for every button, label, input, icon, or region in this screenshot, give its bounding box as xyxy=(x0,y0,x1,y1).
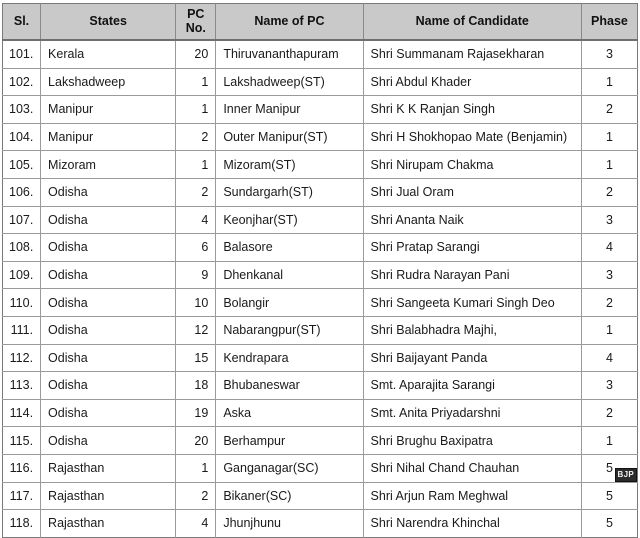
cell-pcno: 15 xyxy=(176,344,216,372)
table-row xyxy=(3,206,638,234)
cell-cand: Shri Sangeeta Kumari Singh Deo xyxy=(363,289,581,317)
cell-sl: 109. xyxy=(3,261,41,289)
cell-pcno: 6 xyxy=(176,234,216,262)
cell-phase: 1 xyxy=(581,123,637,151)
cell-pcname: Keonjhar(ST) xyxy=(216,206,363,234)
cell-cand: Shri Ananta Naik xyxy=(363,206,581,234)
table-row xyxy=(3,234,638,262)
cell-sl: 104. xyxy=(3,123,41,151)
cell-pcno: 10 xyxy=(176,289,216,317)
cell-pcname: Bhubaneswar xyxy=(216,372,363,400)
cell-cand: Shri Balabhadra Majhi, xyxy=(363,316,581,344)
cell-pcname: Lakshadweep(ST) xyxy=(216,68,363,96)
cell-pcno: 1 xyxy=(176,68,216,96)
cell-pcname: Nabarangpur(ST) xyxy=(216,316,363,344)
cell-pcname: Berhampur xyxy=(216,427,363,455)
cell-cand: Shri Pratap Sarangi xyxy=(363,234,581,262)
cell-sl: 106. xyxy=(3,178,41,206)
cell-pcno: 2 xyxy=(176,123,216,151)
cell-state: Rajasthan xyxy=(41,482,176,510)
cell-state: Lakshadweep xyxy=(41,68,176,96)
cell-state: Manipur xyxy=(41,123,176,151)
cell-sl: 111. xyxy=(3,316,41,344)
cell-sl: 116. xyxy=(3,454,41,482)
cell-pcname: Bolangir xyxy=(216,289,363,317)
cell-pcno: 9 xyxy=(176,261,216,289)
cell-cand: Smt. Aparajita Sarangi xyxy=(363,372,581,400)
cell-phase: 1 xyxy=(581,151,637,179)
column-header-pc-no-line2: No. xyxy=(185,20,206,35)
cell-phase: 1 xyxy=(581,316,637,344)
cell-state: Odisha xyxy=(41,427,176,455)
cell-pcname: Ganganagar(SC) xyxy=(216,454,363,482)
table-row xyxy=(3,289,638,317)
cell-state: Manipur xyxy=(41,96,176,124)
cell-cand: Shri H Shokhopao Mate (Benjamin) xyxy=(363,123,581,151)
cell-cand: Shri Nirupam Chakma xyxy=(363,151,581,179)
cell-state: Odisha xyxy=(41,234,176,262)
candidate-table xyxy=(2,3,638,538)
table-row xyxy=(3,178,638,206)
cell-state: Rajasthan xyxy=(41,454,176,482)
cell-state: Odisha xyxy=(41,178,176,206)
cell-cand: Shri Nihal Chand Chauhan xyxy=(363,454,581,482)
cell-phase: 3 xyxy=(581,372,637,400)
cell-phase: 3 xyxy=(581,40,637,68)
cell-state: Kerala xyxy=(41,40,176,68)
cell-state: Rajasthan xyxy=(41,510,176,538)
cell-pcname: Kendrapara xyxy=(216,344,363,372)
table-row xyxy=(3,68,638,96)
cell-cand: Shri Abdul Khader xyxy=(363,68,581,96)
cell-pcno: 4 xyxy=(176,510,216,538)
column-header-name-of-candidate: Name of Candidate xyxy=(363,4,581,41)
table-row xyxy=(3,482,638,510)
cell-pcno: 2 xyxy=(176,482,216,510)
cell-state: Odisha xyxy=(41,316,176,344)
cell-sl: 114. xyxy=(3,399,41,427)
cell-phase: 5 xyxy=(581,482,637,510)
cell-phase: 4 xyxy=(581,234,637,262)
cell-phase: 2 xyxy=(581,96,637,124)
cell-pcname: Mizoram(ST) xyxy=(216,151,363,179)
cell-cand: Shri Brughu Baxipatra xyxy=(363,427,581,455)
cell-sl: 101. xyxy=(3,40,41,68)
column-header-name-of-pc: Name of PC xyxy=(216,4,363,41)
cell-sl: 107. xyxy=(3,206,41,234)
cell-pcno: 2 xyxy=(176,178,216,206)
column-header-states: States xyxy=(41,4,176,41)
cell-pcno: 4 xyxy=(176,206,216,234)
bjp-watermark-badge: BJP xyxy=(615,468,637,482)
column-header-pc-no xyxy=(176,4,216,41)
cell-pcno: 12 xyxy=(176,316,216,344)
cell-pcname: Jhunjhunu xyxy=(216,510,363,538)
cell-cand: Shri Rudra Narayan Pani xyxy=(363,261,581,289)
cell-sl: 105. xyxy=(3,151,41,179)
cell-sl: 102. xyxy=(3,68,41,96)
column-header-sl: Sl. xyxy=(3,4,41,41)
cell-pcno: 1 xyxy=(176,96,216,124)
cell-sl: 108. xyxy=(3,234,41,262)
cell-cand: Shri K K Ranjan Singh xyxy=(363,96,581,124)
cell-state: Odisha xyxy=(41,372,176,400)
table-row xyxy=(3,151,638,179)
table-row xyxy=(3,344,638,372)
cell-phase: 1 xyxy=(581,68,637,96)
column-header-pc-no-line1: PC xyxy=(187,7,205,22)
cell-pcname: Thiruvananthapuram xyxy=(216,40,363,68)
cell-sl: 110. xyxy=(3,289,41,317)
cell-pcname: Aska xyxy=(216,399,363,427)
cell-state: Odisha xyxy=(41,289,176,317)
cell-state: Odisha xyxy=(41,206,176,234)
cell-pcno: 1 xyxy=(176,454,216,482)
cell-pcname: Sundargarh(ST) xyxy=(216,178,363,206)
cell-pcno: 20 xyxy=(176,427,216,455)
cell-pcno: 1 xyxy=(176,151,216,179)
table-row xyxy=(3,316,638,344)
cell-phase: 4 xyxy=(581,344,637,372)
table-row xyxy=(3,96,638,124)
cell-sl: 112. xyxy=(3,344,41,372)
cell-phase: 3 xyxy=(581,206,637,234)
cell-state: Odisha xyxy=(41,399,176,427)
cell-sl: 103. xyxy=(3,96,41,124)
cell-state: Odisha xyxy=(41,261,176,289)
cell-pcname: Dhenkanal xyxy=(216,261,363,289)
cell-phase: 2 xyxy=(581,399,637,427)
cell-pcno: 18 xyxy=(176,372,216,400)
cell-cand: Shri Summanam Rajasekharan xyxy=(363,40,581,68)
cell-phase: 3 xyxy=(581,261,637,289)
cell-phase: 2 xyxy=(581,289,637,317)
table-row xyxy=(3,399,638,427)
cell-pcname: Balasore xyxy=(216,234,363,262)
cell-phase: 1 xyxy=(581,427,637,455)
cell-pcname: Outer Manipur(ST) xyxy=(216,123,363,151)
cell-pcno: 20 xyxy=(176,40,216,68)
cell-state: Odisha xyxy=(41,344,176,372)
cell-pcname: Inner Manipur xyxy=(216,96,363,124)
cell-cand: Shri Baijayant Panda xyxy=(363,344,581,372)
cell-sl: 113. xyxy=(3,372,41,400)
table-row xyxy=(3,40,638,68)
table-header xyxy=(3,4,638,41)
cell-state: Mizoram xyxy=(41,151,176,179)
cell-phase: 5 xyxy=(581,454,637,482)
table-row xyxy=(3,427,638,455)
cell-sl: 117. xyxy=(3,482,41,510)
cell-phase: 5 xyxy=(581,510,637,538)
table-row xyxy=(3,372,638,400)
table-row xyxy=(3,261,638,289)
header-row xyxy=(3,4,638,41)
cell-sl: 115. xyxy=(3,427,41,455)
table-row xyxy=(3,454,638,482)
column-header-phase: Phase xyxy=(581,4,637,41)
table-row xyxy=(3,510,638,538)
cell-pcno: 19 xyxy=(176,399,216,427)
cell-phase: 2 xyxy=(581,178,637,206)
cell-cand: Smt. Anita Priyadarshni xyxy=(363,399,581,427)
cell-sl: 118. xyxy=(3,510,41,538)
table-row xyxy=(3,123,638,151)
table-body xyxy=(3,40,638,537)
cell-cand: Shri Jual Oram xyxy=(363,178,581,206)
cell-cand: Shri Arjun Ram Meghwal xyxy=(363,482,581,510)
cell-cand: Shri Narendra Khinchal xyxy=(363,510,581,538)
cell-pcname: Bikaner(SC) xyxy=(216,482,363,510)
